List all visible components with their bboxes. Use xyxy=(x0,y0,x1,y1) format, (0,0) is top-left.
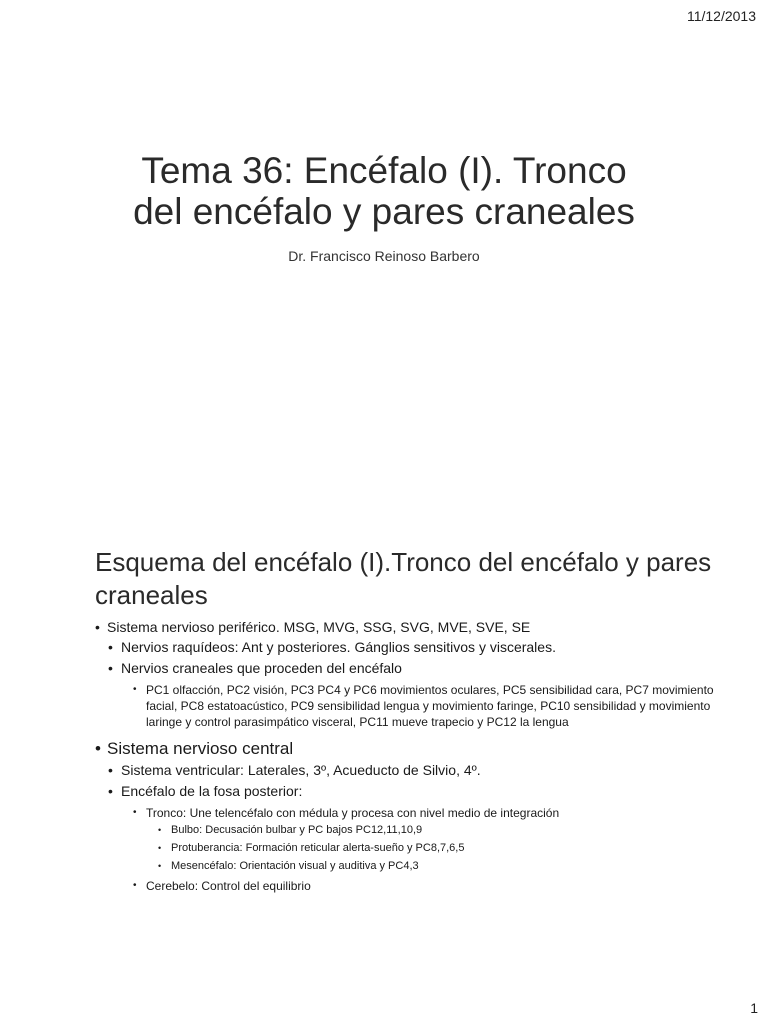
bullet-protuberancia: • Protuberancia: Formación reticular alerta-sueño y PC8,7,6,5 xyxy=(158,839,735,857)
outline-list xyxy=(95,618,735,894)
bullet-cerebelo: • Cerebelo: Control del equilibrio xyxy=(133,878,735,894)
slide-author: Dr. Francisco Reinoso Barbero xyxy=(288,248,480,264)
slide-heading: Esquema del encéfalo (I).Tronco del encéfalo y pares craneales xyxy=(95,547,712,610)
bullet-sistema-periferico: • Sistema nervioso periférico. MSG, MVG, SSG, SVG, MVE, SVE, SE xyxy=(95,618,735,637)
bullet-nervios-craneales: • Nervios craneales que proceden del encéfalo xyxy=(108,658,735,679)
bullet-fosa-posterior: • Encéfalo de la fosa posterior: xyxy=(108,781,735,802)
bullet-mesencefalo: • Mesencéfalo: Orientación visual y auditiva y PC4,3 xyxy=(158,857,735,875)
bullet-sistema-central: • Sistema nervioso central xyxy=(95,738,735,760)
bullet-pares-craneales-list: • PC1 olfacción, PC2 visión, PC3 PC4 y PC6 movimientos oculares, PC5 sensibilidad cara, PC7 movimiento facial, PC8 estatoacústico, PC9 sensibilidad lengua y movimiento faringe, PC10 sensibilidad y movimiento laringe y control parasimpático visceral, PC11 mueve trapecio y PC12 la lengua xyxy=(133,682,735,730)
slide-title: Tema 36: Encéfalo (I). Tronco del encéfalo y pares craneales xyxy=(133,150,635,232)
outline-slide xyxy=(95,546,735,894)
bullet-nervios-raquideos: • Nervios raquídeos: Ant y posteriores. Gánglios sensitivos y viscerales. xyxy=(108,637,735,658)
bullet-bulbo: • Bulbo: Decusación bulbar y PC bajos PC12,11,10,9 xyxy=(158,821,735,839)
title-slide xyxy=(0,150,768,264)
page-date: 11/12/2013 xyxy=(686,8,756,24)
bullet-sistema-ventricular: • Sistema ventricular: Laterales, 3º, Acueducto de Silvio, 4º. xyxy=(108,760,735,781)
bullet-tronco: • Tronco: Une telencéfalo con médula y procesa con nivel medio de integración xyxy=(133,805,735,821)
page-number: 1 xyxy=(750,1000,758,1016)
